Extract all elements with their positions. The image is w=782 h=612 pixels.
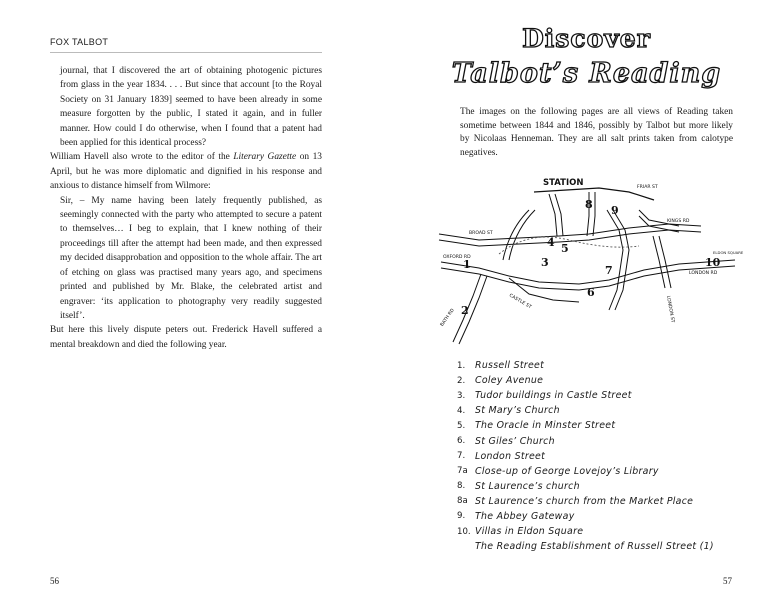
legend-label: St Laurence’s church <box>475 480 580 492</box>
legend-label: The Abbey Gateway <box>475 510 575 522</box>
map-marker-7: 7 <box>605 264 613 277</box>
river-kennet <box>499 237 639 254</box>
map-label-london-st: LONDON ST <box>665 295 675 324</box>
legend-label: Tudor buildings in Castle Street <box>475 390 632 402</box>
page-title-line1: Discover <box>522 24 651 53</box>
right-page <box>391 0 782 612</box>
quote-paragraph: journal, that I discovered the art of obtaining photogenic pictures from glass in the year 1834. . . . But since that account [to the Royal Society on 31 January 1839] seemed to have been already in some measure forgotten by the public, I stated it again, and in fuller manner. How could I do otherwise, when I found that a patent had been applied for this identical process? <box>60 66 322 149</box>
legend-number: 8a <box>457 496 468 507</box>
legend-label: Close-up of George Lovejoy’s Library <box>475 465 659 477</box>
legend-label: St Mary’s Church <box>475 405 560 417</box>
railway-line <box>534 188 654 200</box>
page-number: 56 <box>50 576 59 586</box>
body-text-run: on 13 April, but he was more diplomatic and dignified in his response and anxious to distance himself from Wilmore: <box>50 152 322 192</box>
legend-label: Villas in Eldon Square <box>475 526 584 538</box>
legend-label: Coley Avenue <box>475 375 544 387</box>
legend-number: 4. <box>457 405 466 416</box>
map-label-bath-rd: BATH RD <box>439 308 456 328</box>
legend-item <box>457 464 757 479</box>
legend-label: St Laurence’s church from the Market Place <box>475 495 694 507</box>
map-marker-8: 8 <box>585 198 593 211</box>
legend-number: 6. <box>457 436 466 447</box>
map-markers <box>461 198 721 317</box>
quote-paragraph: Sir, – My name having been lately frequently published, as seemingly connected with the party who attempted to secure a patent to themselves… I beg to explain, that I knew nothing of their proceedings till after the attempt had been made, and then expressed my decided disapprobation and opposition to the whole affair. The art of etching on glass was practised many years ago, and specimens printed and published by Mr. Blake, the celebrated artist and engraver: ‘its application to photography very readily suggested itself’. <box>60 195 322 321</box>
map-legend <box>457 358 757 554</box>
legend-label: London Street <box>475 450 546 462</box>
legend-item <box>457 509 757 524</box>
reading-map <box>439 170 744 350</box>
map-marker-5: 5 <box>561 242 569 255</box>
map-label-friar-st: FRIAR ST <box>637 185 658 190</box>
legend-number: 9. <box>457 511 466 522</box>
legend-item <box>457 433 757 448</box>
legend-item <box>457 449 757 464</box>
publication-title: Literary Gazette <box>233 152 297 163</box>
map-label-london-rd: LONDON RD <box>689 271 718 276</box>
map-label-kings-rd: KINGS RD <box>667 219 690 224</box>
legend-item <box>457 418 757 433</box>
legend-number: 10. <box>457 526 471 537</box>
street-network <box>439 192 735 344</box>
map-marker-6: 6 <box>587 286 595 299</box>
legend-number: 8. <box>457 481 466 492</box>
map-label-castle-st: CASTLE ST <box>508 293 532 311</box>
map-label-oxford-rd: OXFORD RD <box>443 255 471 260</box>
legend-number: 2. <box>457 375 466 386</box>
map-label-station: STATION <box>543 178 584 188</box>
page-number: 57 <box>723 576 732 586</box>
map-marker-10: 10 <box>705 256 721 269</box>
legend-item <box>457 524 757 539</box>
map-marker-2: 2 <box>461 304 469 317</box>
legend-number: 1. <box>457 360 466 371</box>
map-marker-9: 9 <box>611 204 619 217</box>
body-paragraph <box>50 150 322 193</box>
legend-label: The Oracle in Minster Street <box>475 420 616 432</box>
body-text-run: William Havell also wrote to the editor of the <box>50 152 234 163</box>
legend-item <box>457 494 757 509</box>
legend-item <box>457 373 757 388</box>
legend-item <box>457 403 757 418</box>
legend-label: The Reading Establishment of Russell Street (1) <box>475 541 714 553</box>
legend-number: 7a <box>457 466 468 477</box>
map-label-broad-st: BROAD ST <box>469 231 493 236</box>
body-paragraph: But here this lively dispute peters out. Frederick Havell suffered a mental breakdown and died the following year. <box>50 325 322 350</box>
running-head: FOX TALBOT <box>50 37 322 53</box>
page-title-line2: Talbot’s Reading <box>451 58 722 89</box>
map-marker-4: 4 <box>547 236 555 249</box>
legend-item <box>457 388 757 403</box>
legend-number: 3. <box>457 390 466 401</box>
legend-item <box>457 358 757 373</box>
intro-paragraph: The images on the following pages are all views of Reading taken sometime between 1844 and 1846, possibly by Talbot but more likely by Nicolaas Henneman. They are all salt prints taken from calotype negatives. <box>460 107 733 158</box>
legend-item <box>457 479 757 494</box>
map-marker-1: 1 <box>463 258 471 271</box>
legend-item <box>457 539 757 554</box>
body-text <box>50 64 322 352</box>
map-label-eldon-square: ELDON SQUARE <box>713 250 744 255</box>
legend-number: 5. <box>457 420 466 431</box>
legend-number: 7. <box>457 451 466 462</box>
legend-label: St Giles’ Church <box>475 435 555 447</box>
legend-label: Russell Street <box>475 360 545 372</box>
map-marker-3: 3 <box>541 256 549 269</box>
